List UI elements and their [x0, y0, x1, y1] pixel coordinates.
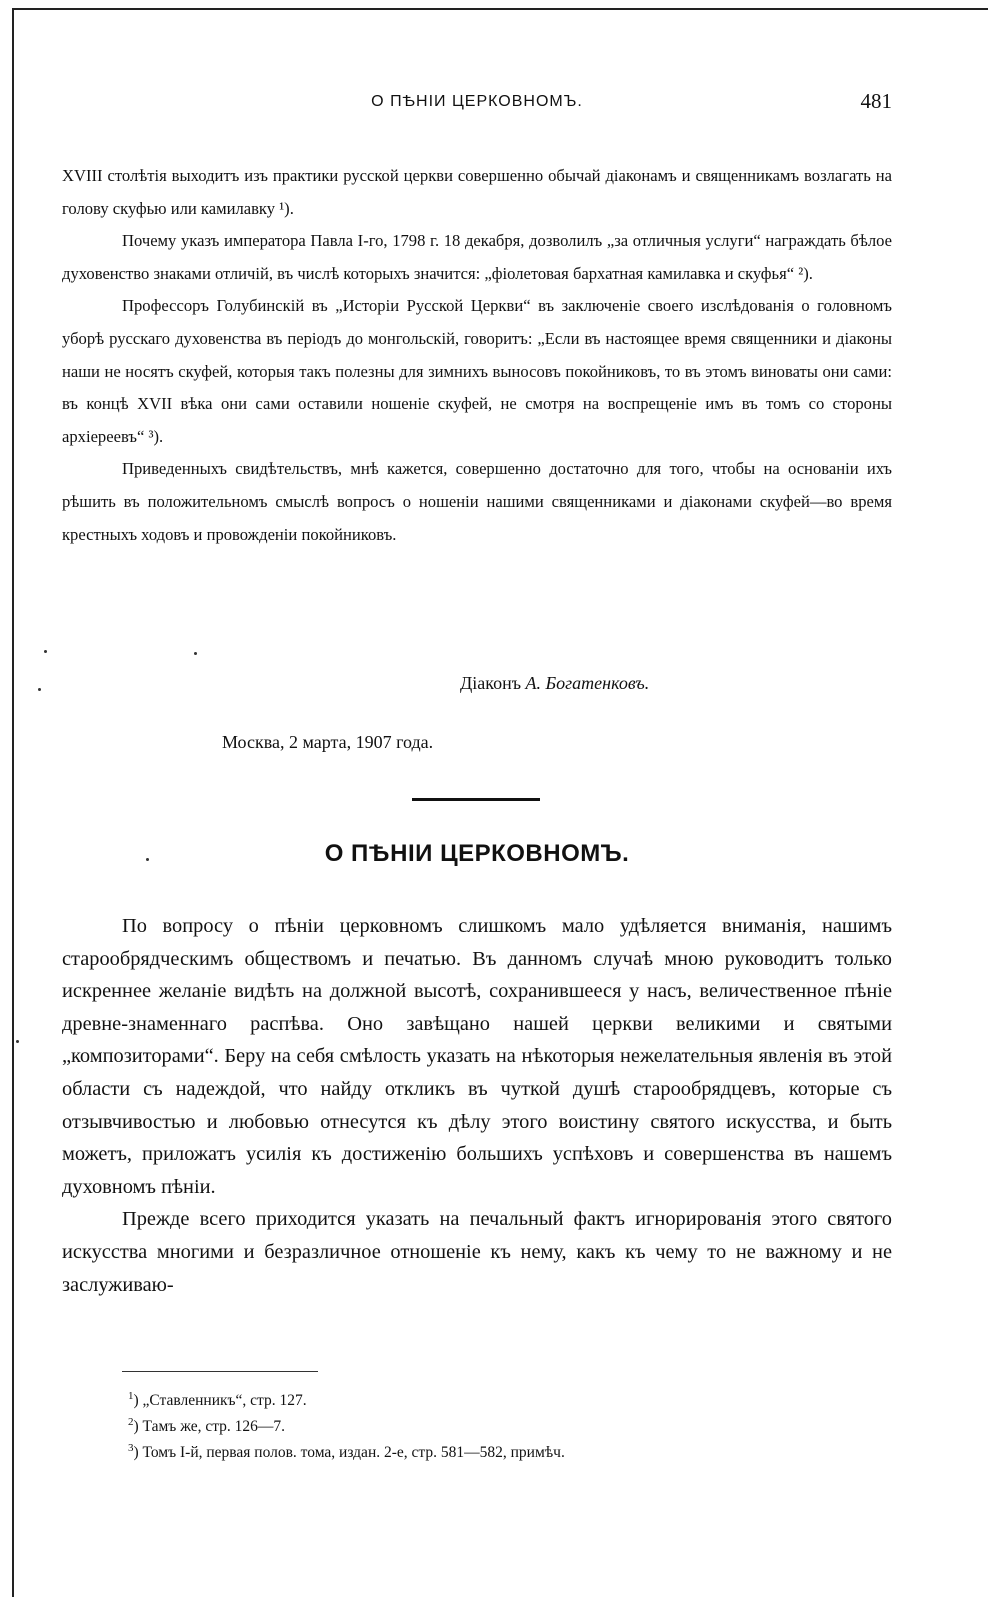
article-title: О ПѢНІИ ЦЕРКОВНОМЪ.	[324, 840, 630, 867]
footnote-mark: 3	[128, 1441, 134, 1454]
footnote	[128, 1388, 888, 1414]
author-signature	[460, 673, 649, 694]
footnote	[128, 1414, 888, 1440]
running-head	[62, 89, 892, 123]
scan-speck	[38, 688, 41, 691]
paragraph: Почему указъ императора Павла І-го, 1798 г. 18 декабря, дозволилъ „за отличныя услуги“ награждать бѣлое духовенство знаками отличій, въ числѣ которыхъ значится: „фіолетовая бархатная камилавка и скуфья“ ²).	[62, 231, 892, 283]
running-title: О ПѢНІИ ЦЕРКОВНОМЪ.	[371, 93, 583, 110]
footnote	[128, 1440, 888, 1466]
paragraph: Прежде всего приходится указать на печальный фактъ игнорированія этого святого искусства многими и безразличное отношеніе къ нему, какъ къ чему то не важному и не заслуживаю-	[62, 1208, 892, 1296]
paragraph: Профессоръ Голубинскій въ „Исторіи Русской Церкви“ въ заключеніе своего изслѣдованія о головномъ уборѣ русскаго духовенства въ періодъ до монгольскій, говоритъ: „Если въ настоящее время священники и діаконы наши не носятъ скуфей, которыя такъ полезны для зимнихъ выносовъ покойниковъ, то въ этомъ виноваты они сами: въ концѣ XVII вѣка они сами оставили ношеніе скуфей, не смотря на воспрещеніе имъ въ томъ со стороны архіереевъ“ ³).	[62, 296, 892, 446]
page-number: 481	[860, 89, 892, 113]
footnote-mark: 2	[128, 1415, 134, 1428]
footnote-mark: 1	[128, 1389, 134, 1402]
previous-article-body	[62, 160, 892, 551]
scan-speck	[44, 650, 47, 653]
section-divider	[412, 798, 540, 801]
scan-speck	[146, 858, 149, 861]
paragraph: По вопросу о пѣніи церковномъ слишкомъ мало удѣляется вниманія, нашимъ старообрядческимъ обществомъ и печатью. Въ данномъ случаѣ мною руководитъ только искреннее желаніе видѣть на должной высотѣ, сохранившееся у насъ, величественное пѣніе древне-знаменнаго распѣва. Оно завѣщано нашей церкви великими и святыми „композиторами“. Беру на себя смѣлость указать на нѣкоторыя нежелательныя явленія въ этой области съ надеждой, что найду откликъ въ чуткой душѣ старообрядцевъ, которые съ отзывчивостью и любовью отнесутся къ дѣлу этого воистину святого искусства, и быть можетъ, приложатъ усилія къ достиженію большихъ успѣховъ и совершенства въ нашемъ духовномъ пѣніи.	[62, 915, 892, 1198]
footnotes	[128, 1388, 888, 1466]
scan-speck	[16, 1040, 19, 1043]
footnote-text: ) Тамъ же, стр. 126—7.	[133, 1418, 286, 1435]
article-body	[62, 910, 892, 1301]
signature-title: Діаконъ	[460, 673, 522, 693]
footnote-text: ) „Ставленникъ“, стр. 127.	[133, 1392, 307, 1409]
footnote-text: ) Томъ І-й, первая полов. тома, издан. 2-е, стр. 581—582, примѣч.	[133, 1444, 565, 1461]
footnote-rule	[122, 1371, 318, 1372]
scan-speck	[194, 652, 197, 655]
signature-name: А. Богатенковъ.	[525, 673, 650, 693]
dateline: Москва, 2 марта, 1907 года.	[222, 732, 434, 752]
paragraph: XVIII столѣтія выходитъ изъ практики русской церкви совершенно обычай діаконамъ и священникамъ возлагать на голову скуфью или камилавку ¹).	[62, 166, 892, 218]
paragraph: Приведенныхъ свидѣтельствъ, мнѣ кажется, совершенно достаточно для того, чтобы на основаніи ихъ рѣшить въ положительномъ смыслѣ вопросъ о ношеніи нашими священниками и діаконами скуфей—во время крестныхъ ходовъ и провожденіи покойниковъ.	[62, 459, 892, 544]
